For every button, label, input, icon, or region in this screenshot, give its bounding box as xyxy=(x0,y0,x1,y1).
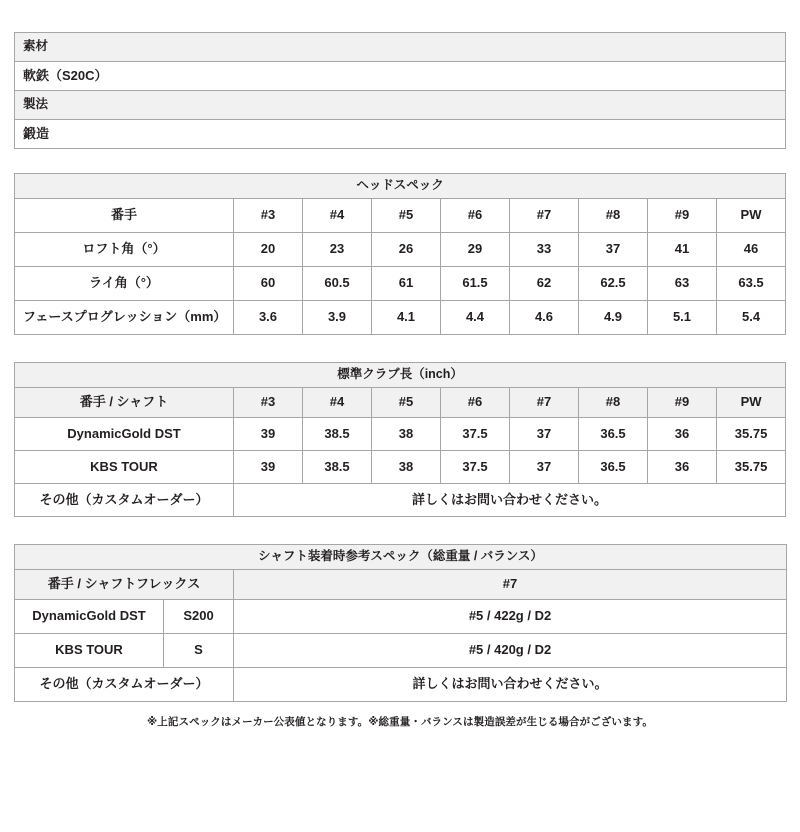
table-header-row xyxy=(15,570,787,600)
table-row xyxy=(15,33,786,62)
column-header: #9 xyxy=(648,388,717,418)
table-row xyxy=(15,91,786,120)
column-header: 番手 / シャフトフレックス xyxy=(15,570,234,600)
material-value-cell: 軟鉄（S20C） xyxy=(15,62,786,91)
column-header: #3 xyxy=(234,199,303,233)
column-header: #5 xyxy=(372,199,441,233)
row-label: ライ角（°） xyxy=(15,267,234,301)
cell-value: 37 xyxy=(579,233,648,267)
column-header: #7 xyxy=(510,199,579,233)
cell-value: 61.5 xyxy=(441,267,510,301)
shaft-spec-title: シャフト装着時参考スペック（総重量 / バランス） xyxy=(15,545,787,570)
custom-order-label: その他（カスタムオーダー） xyxy=(15,668,234,702)
process-label-cell: 製法 xyxy=(15,91,786,120)
column-header: PW xyxy=(717,388,786,418)
cell-value: 37 xyxy=(510,418,579,451)
cell-value: 35.75 xyxy=(717,418,786,451)
cell-value: 37.5 xyxy=(441,418,510,451)
column-header: #7 xyxy=(234,570,787,600)
custom-order-value: 詳しくはお問い合わせください。 xyxy=(234,668,787,702)
table-row xyxy=(15,62,786,91)
table-row xyxy=(15,267,786,301)
cell-value: 29 xyxy=(441,233,510,267)
cell-value: 4.6 xyxy=(510,301,579,335)
column-header: #9 xyxy=(648,199,717,233)
cell-value: 3.9 xyxy=(303,301,372,335)
column-header: #7 xyxy=(510,388,579,418)
footnote-text: ※上記スペックはメーカー公表値となります。※総重量・バランスは製造誤差が生じる場合がございます。 xyxy=(146,716,653,728)
cell-value: 35.75 xyxy=(717,451,786,484)
column-header: 番手 xyxy=(15,199,234,233)
club-length-table xyxy=(14,362,786,517)
cell-value: 3.6 xyxy=(234,301,303,335)
club-length-title: 標準クラブ長（inch） xyxy=(15,363,786,388)
table-row xyxy=(15,451,786,484)
cell-value: 37.5 xyxy=(441,451,510,484)
row-label: フェースプログレッション（mm） xyxy=(15,301,234,335)
cell-value: 41 xyxy=(648,233,717,267)
cell-value: #5 / 420g / D2 xyxy=(234,634,787,668)
table-row xyxy=(15,668,787,702)
cell-value: 37 xyxy=(510,451,579,484)
head-spec-table xyxy=(14,173,786,335)
cell-value: 5.4 xyxy=(717,301,786,335)
column-header: #6 xyxy=(441,199,510,233)
cell-value: 33 xyxy=(510,233,579,267)
row-label: ロフト角（°） xyxy=(15,233,234,267)
table-row xyxy=(15,600,787,634)
cell-value: 36 xyxy=(648,451,717,484)
cell-value: 36.5 xyxy=(579,418,648,451)
cell-value: 5.1 xyxy=(648,301,717,335)
process-value-cell: 鍛造 xyxy=(15,120,786,149)
cell-value: 62.5 xyxy=(579,267,648,301)
material-spec-table xyxy=(14,32,786,149)
shaft-flex: S xyxy=(164,634,234,668)
column-header: #5 xyxy=(372,388,441,418)
table-title-row xyxy=(15,545,787,570)
table-row xyxy=(15,301,786,335)
table-row xyxy=(15,233,786,267)
cell-value: 38 xyxy=(372,418,441,451)
column-header: #8 xyxy=(579,199,648,233)
shaft-name: KBS TOUR xyxy=(15,634,164,668)
cell-value: 61 xyxy=(372,267,441,301)
cell-value: 36 xyxy=(648,418,717,451)
shaft-reference-spec-table xyxy=(14,544,787,702)
cell-value: 63 xyxy=(648,267,717,301)
cell-value: 38.5 xyxy=(303,451,372,484)
cell-value: 46 xyxy=(717,233,786,267)
cell-value: 4.1 xyxy=(372,301,441,335)
column-header: #4 xyxy=(303,388,372,418)
cell-value: 38.5 xyxy=(303,418,372,451)
cell-value: 63.5 xyxy=(717,267,786,301)
cell-value: #5 / 422g / D2 xyxy=(234,600,787,634)
head-spec-title: ヘッドスペック xyxy=(15,174,786,199)
table-row xyxy=(15,484,786,517)
cell-value: 60.5 xyxy=(303,267,372,301)
custom-order-label: その他（カスタムオーダー） xyxy=(15,484,234,517)
cell-value: 20 xyxy=(234,233,303,267)
row-label: DynamicGold DST xyxy=(15,418,234,451)
cell-value: 39 xyxy=(234,418,303,451)
table-row xyxy=(15,418,786,451)
cell-value: 38 xyxy=(372,451,441,484)
row-label: KBS TOUR xyxy=(15,451,234,484)
column-header: #8 xyxy=(579,388,648,418)
table-title-row xyxy=(15,174,786,199)
shaft-flex: S200 xyxy=(164,600,234,634)
spec-sheet-page xyxy=(0,32,800,832)
table-row xyxy=(15,120,786,149)
column-header: #6 xyxy=(441,388,510,418)
cell-value: 39 xyxy=(234,451,303,484)
material-label-cell: 素材 xyxy=(15,33,786,62)
cell-value: 60 xyxy=(234,267,303,301)
column-header: 番手 / シャフト xyxy=(15,388,234,418)
shaft-name: DynamicGold DST xyxy=(15,600,164,634)
cell-value: 62 xyxy=(510,267,579,301)
table-header-row xyxy=(15,388,786,418)
table-title-row xyxy=(15,363,786,388)
cell-value: 4.4 xyxy=(441,301,510,335)
cell-value: 26 xyxy=(372,233,441,267)
column-header: #3 xyxy=(234,388,303,418)
table-row xyxy=(15,634,787,668)
cell-value: 4.9 xyxy=(579,301,648,335)
custom-order-value: 詳しくはお問い合わせください。 xyxy=(234,484,786,517)
cell-value: 23 xyxy=(303,233,372,267)
table-header-row xyxy=(15,199,786,233)
column-header: PW xyxy=(717,199,786,233)
column-header: #4 xyxy=(303,199,372,233)
cell-value: 36.5 xyxy=(579,451,648,484)
